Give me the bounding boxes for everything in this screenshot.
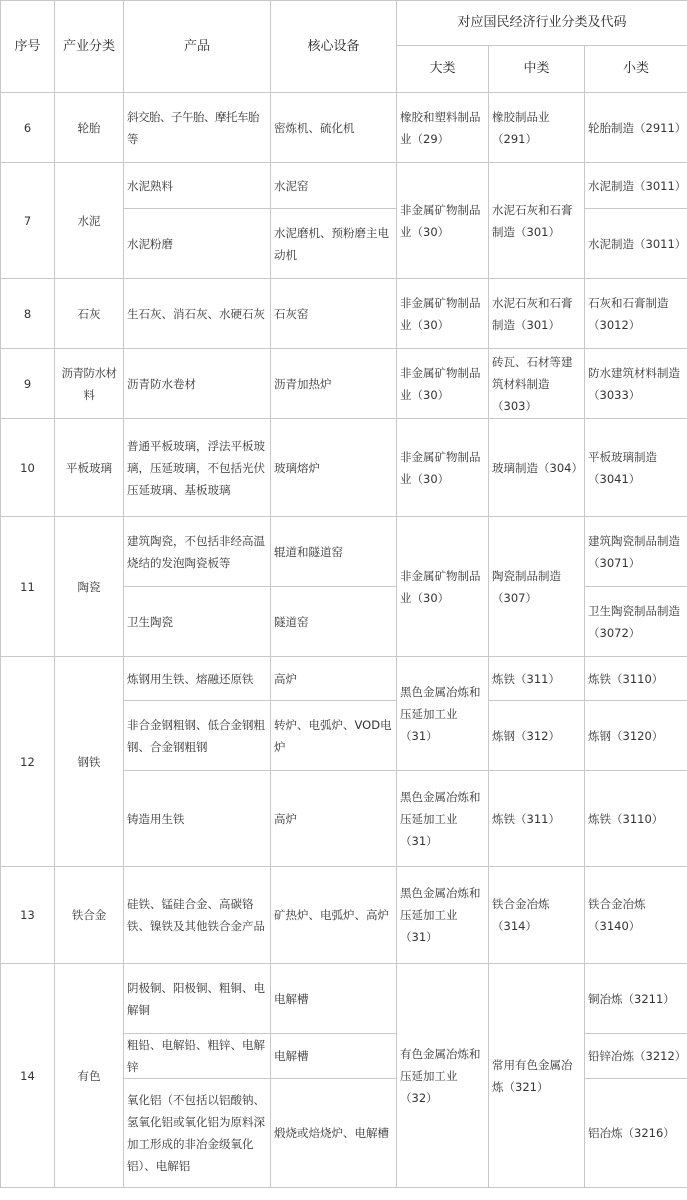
row-product: 生石灰、消石灰、水硬石灰: [124, 279, 271, 349]
row-industry: 轮胎: [55, 93, 124, 163]
row-middle: 铁合金冶炼（314）: [489, 867, 585, 964]
row-minor: 炼钢（3120）: [585, 701, 687, 771]
row-minor: 轮胎制造（2911）: [585, 93, 687, 163]
table-row: [1, 517, 687, 587]
row-product: 水泥粉磨: [124, 209, 271, 279]
row-seq: 14: [1, 964, 55, 1188]
row-minor: 铁合金冶炼（3140）: [585, 867, 687, 964]
row-middle: 常用有色金属冶炼（321）: [489, 964, 585, 1188]
row-equipment: 电解槽: [271, 1034, 397, 1079]
row-minor: 平板玻璃制造（3041）: [585, 419, 687, 517]
table-row: [1, 349, 687, 419]
row-equipment: 玻璃熔炉: [271, 419, 397, 517]
row-minor: 铅锌冶炼（3212）: [585, 1034, 687, 1079]
row-equipment: 高炉: [271, 657, 397, 701]
row-seq: 13: [1, 867, 55, 964]
row-minor: 水泥制造（3011）: [585, 209, 687, 279]
row-product: 非合金钢粗钢、低合金钢粗钢、合金钢粗钢: [124, 701, 271, 771]
row-product: 氧化铝（不包括以铝酸钠、氢氧化铝或氧化铝为原料深加工形成的非冶金级氧化铝）、电解铝: [124, 1079, 271, 1188]
row-middle: 玻璃制造（304）: [489, 419, 585, 517]
row-major: 有色金属冶炼和压延加工业（32）: [397, 964, 489, 1188]
row-minor: 炼铁（3110）: [585, 771, 687, 867]
table-row: [1, 279, 687, 349]
row-middle: 炼铁（311）: [489, 771, 585, 867]
header-classification: 对应国民经济行业分类及代码: [397, 1, 687, 46]
row-major: 非金属矿物制品业（30）: [397, 517, 489, 657]
table-row: [1, 163, 687, 209]
row-equipment: 水泥磨机、预粉磨主电动机: [271, 209, 397, 279]
row-product: 阴极铜、阳极铜、粗铜、电解铜: [124, 964, 271, 1034]
row-industry: 沥青防水材料: [55, 349, 124, 419]
table-row: [1, 93, 687, 163]
row-product: 普通平板玻璃，浮法平板玻璃，压延玻璃，不包括光伏压延玻璃、基板玻璃: [124, 419, 271, 517]
row-equipment: 石灰窑: [271, 279, 397, 349]
row-seq: 9: [1, 349, 55, 419]
row-middle: 水泥石灰和石膏制造（301）: [489, 279, 585, 349]
row-equipment: 煅烧或焙烧炉、电解槽: [271, 1079, 397, 1188]
row-product: 沥青防水卷材: [124, 349, 271, 419]
row-major: 黑色金属冶炼和压延加工业（31）: [397, 657, 489, 771]
row-minor: 石灰和石膏制造（3012）: [585, 279, 687, 349]
row-industry: 石灰: [55, 279, 124, 349]
row-equipment: 隧道窑: [271, 587, 397, 657]
row-seq: 8: [1, 279, 55, 349]
header-seq: 序号: [1, 1, 55, 93]
row-middle: 陶瓷制品制造（307）: [489, 517, 585, 657]
row-seq: 10: [1, 419, 55, 517]
row-major: 非金属矿物制品业（30）: [397, 279, 489, 349]
row-seq: 12: [1, 657, 55, 867]
row-middle: 炼铁（311）: [489, 657, 585, 701]
row-minor: 铜冶炼（3211）: [585, 964, 687, 1034]
row-minor: 水泥制造（3011）: [585, 163, 687, 209]
header-equipment: 核心设备: [271, 1, 397, 93]
row-major: 非金属矿物制品业（30）: [397, 419, 489, 517]
header-industry: 产业分类: [55, 1, 124, 93]
table-row: [1, 657, 687, 701]
row-middle: 炼钢（312）: [489, 701, 585, 771]
row-equipment: 高炉: [271, 771, 397, 867]
table-row: [1, 419, 687, 517]
row-seq: 6: [1, 93, 55, 163]
row-industry: 有色: [55, 964, 124, 1188]
header-product: 产品: [124, 1, 271, 93]
row-middle: 橡胶制品业（291）: [489, 93, 585, 163]
row-minor: 防水建筑材料制造（3033）: [585, 349, 687, 419]
row-seq: 7: [1, 163, 55, 279]
header-middle: 中类: [489, 46, 585, 93]
row-major: 非金属矿物制品业（30）: [397, 349, 489, 419]
row-minor: 铝冶炼（3216）: [585, 1079, 687, 1188]
header-major: 大类: [397, 46, 489, 93]
row-seq: 11: [1, 517, 55, 657]
table-row: [1, 964, 687, 1034]
row-product: 建筑陶瓷，不包括非经高温烧结的发泡陶瓷板等: [124, 517, 271, 587]
row-equipment: 水泥窑: [271, 163, 397, 209]
row-industry: 钢铁: [55, 657, 124, 867]
row-major: 黑色金属冶炼和压延加工业（31）: [397, 771, 489, 867]
row-industry: 陶瓷: [55, 517, 124, 657]
row-minor: 卫生陶瓷制品制造（3072）: [585, 587, 687, 657]
row-product: 铸造用生铁: [124, 771, 271, 867]
row-equipment: 电解槽: [271, 964, 397, 1034]
row-industry: 铁合金: [55, 867, 124, 964]
row-product: 硅铁、锰硅合金、高碳铬铁、镍铁及其他铁合金产品: [124, 867, 271, 964]
row-minor: 建筑陶瓷制品制造（3071）: [585, 517, 687, 587]
table-row: [1, 867, 687, 964]
row-major: 黑色金属冶炼和压延加工业（31）: [397, 867, 489, 964]
row-equipment: 沥青加热炉: [271, 349, 397, 419]
row-major: 橡胶和塑料制品业（29）: [397, 93, 489, 163]
row-equipment: 辊道和隧道窑: [271, 517, 397, 587]
row-industry: 平板玻璃: [55, 419, 124, 517]
row-product: 炼钢用生铁、熔融还原铁: [124, 657, 271, 701]
row-product: 水泥熟料: [124, 163, 271, 209]
row-middle: 砖瓦、石材等建筑材料制造（303）: [489, 349, 585, 419]
row-middle: 水泥石灰和石膏制造（301）: [489, 163, 585, 279]
row-product: 粗铅、电解铅、粗锌、电解锌: [124, 1034, 271, 1079]
row-product: 斜交胎、子午胎、摩托车胎等: [124, 93, 271, 163]
row-minor: 炼铁（3110）: [585, 657, 687, 701]
row-product: 卫生陶瓷: [124, 587, 271, 657]
row-major: 非金属矿物制品业（30）: [397, 163, 489, 279]
header-minor: 小类: [585, 46, 687, 93]
row-equipment: 转炉、电弧炉、VOD电炉: [271, 701, 397, 771]
row-equipment: 密炼机、硫化机: [271, 93, 397, 163]
row-industry: 水泥: [55, 163, 124, 279]
row-equipment: 矿热炉、电弧炉、高炉: [271, 867, 397, 964]
